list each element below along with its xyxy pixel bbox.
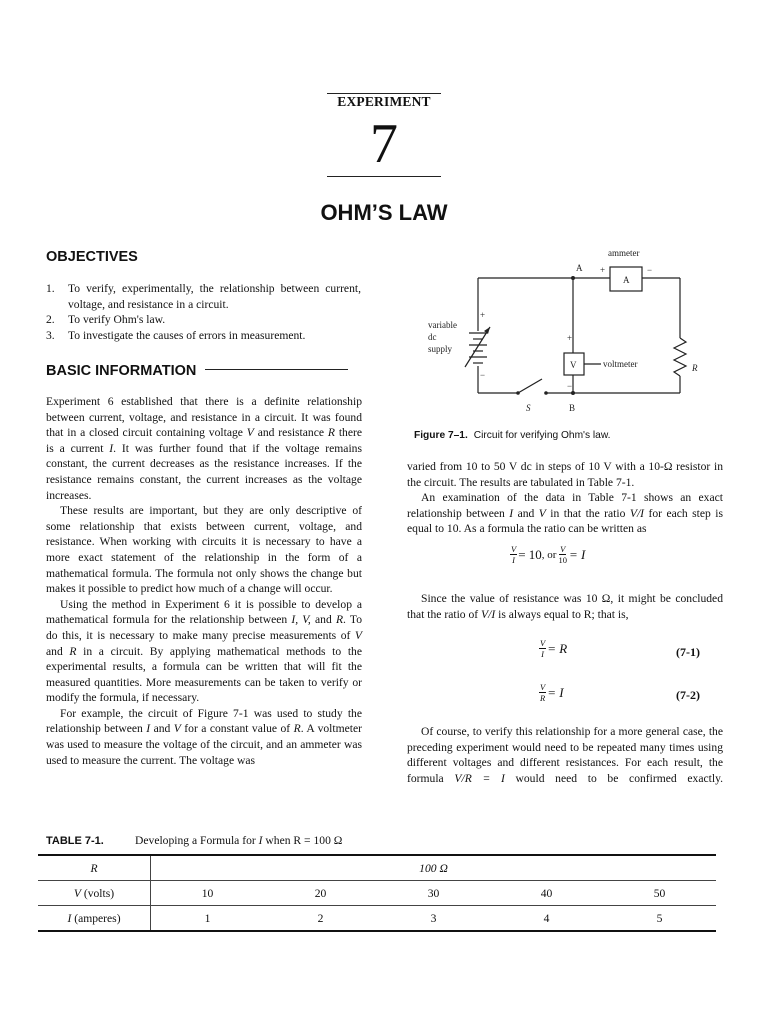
table-row [38, 881, 716, 906]
svg-text:−: − [647, 265, 653, 275]
table-cell: 4 [490, 906, 603, 932]
right-column-text-1 [407, 459, 723, 537]
supply-label-2: dc [428, 332, 437, 342]
right-column-text-3 [407, 724, 723, 786]
supply-label-1: variable [428, 320, 457, 330]
svg-text:+: + [567, 333, 573, 343]
node-a-label: A [576, 263, 583, 273]
table-label: TABLE 7-1. [46, 835, 104, 847]
svg-text:V: V [570, 360, 577, 370]
table-cell: V (volts) [38, 881, 151, 906]
objective-item: 2. To verify Ohm's law. [46, 313, 166, 327]
circuit-diagram [418, 243, 718, 423]
equation-7-2: $\frac{V}{R}$ = I [540, 682, 564, 703]
equation-7-1-label: (7-1) [676, 645, 700, 659]
paragraph-6: An examination of the data in Table 7-1 shows an exact relationship between I and V in that the ratio V/I for each step is equal to 10. As a formula the ratio can be written as [407, 491, 723, 536]
experiment-number: 7 [370, 113, 398, 175]
header-rule-bottom [327, 176, 441, 177]
table-caption: Developing a Formula for I when R = 100 Ω [135, 834, 343, 847]
supply-label-3: supply [428, 344, 453, 354]
table-cell: I (amperes) [38, 906, 151, 932]
svg-text:A: A [623, 275, 630, 285]
right-column-text-2 [407, 591, 723, 622]
paragraph-3: Using the method in Experiment 6 it is possible to develop a mathematical formula for the relationship between I, V, and R. To do this, it is necessary to make many precise measurements of V and R in a circuit. By applying mathematical methods to the experimental results, a formula can be written that will fit the measured quantities. More measurements can be taken to verify or modify the formula, if necessary. [46, 597, 362, 705]
table-cell: 3 [377, 906, 490, 932]
voltmeter-label: voltmeter [603, 359, 638, 369]
table-cell: 40 [490, 881, 603, 906]
node-b-label: B [569, 403, 576, 413]
table-cell: 50 [603, 881, 716, 906]
objective-item: 1. To verify, experimentally, the relationship between current, voltage, and resistance in a circuit. [46, 282, 361, 311]
table-cell: 30 [377, 881, 490, 906]
page-title: OHM’S LAW [320, 200, 448, 225]
paragraph-8: Of course, to verify this relationship for a more general case, the preceding experiment would need to be repeated many times using different voltages and different resistances. For each result, the formula V/R = I would need to be confirmed exactly. [407, 725, 724, 785]
objectives-heading: OBJECTIVES [46, 249, 138, 265]
table-cell: 5 [603, 906, 716, 932]
svg-text:+: + [480, 310, 486, 320]
table-cell: 2 [264, 906, 377, 932]
equation-7-1: $\frac{V}{I}$ = R [540, 638, 568, 659]
basic-information-heading: BASIC INFORMATION [46, 363, 197, 379]
left-column-text [46, 394, 362, 768]
svg-text:−: − [480, 370, 486, 380]
heading-rule [205, 369, 348, 370]
table-cell: R [38, 855, 151, 881]
objectives-list [46, 281, 361, 343]
ammeter-label: ammeter [608, 248, 640, 258]
table-cell: 1 [151, 906, 265, 932]
objective-item: 3. To investigate the causes of errors in measurement. [46, 328, 306, 342]
equation-7-2-label: (7-2) [676, 688, 700, 702]
paragraph-2: These results are important, but they are only descriptive of some relationship that exists between current, voltage, and resistance. When working with circuits it is necessary to have a more exact statement of the relationship in the form of a mathematical formula. The formula not only shows the change but makes it possible to predict how much of a change will occur. [46, 504, 362, 596]
table-cell: 10 [151, 881, 265, 906]
paragraph-4: For example, the circuit of Figure 7-1 was used to study the relationship between I and V for a constant value of R. A voltmeter was used to measure the voltage of the circuit, and an ammeter was used to measure the current. The voltage was [46, 706, 362, 767]
svg-text:−: − [567, 381, 573, 391]
switch-symbol [518, 379, 542, 393]
table-cell: 20 [264, 881, 377, 906]
figure-caption: Figure 7–1. Circuit for verifying Ohm's law. [414, 430, 611, 441]
table-row [38, 906, 716, 932]
switch-label: S [526, 403, 531, 413]
svg-text:+: + [600, 265, 606, 275]
resistor-label: R [692, 363, 698, 373]
paragraph-7: Since the value of resistance was 10 Ω, it might be concluded that the ratio of V/I is always equal to R; that is, [407, 592, 723, 621]
paragraph-1: Experiment 6 established that there is a definite relationship between current, voltage, and resistance in a circuit. It was found that in a closed circuit containing voltage V and resistance R there is a current I. It was further found that if the voltage remains constant, the current decreases as the resistance increases. If the resistance remains constant, the current increases as the voltage increases. [46, 395, 362, 502]
resistor-symbol [674, 338, 686, 376]
equation-ratio: $\frac{V}{I}$ = 10 , or $\frac{V}{10}$ = I [511, 544, 586, 565]
data-table [38, 854, 716, 932]
table-cell: 100 Ω [151, 855, 717, 881]
experiment-label: EXPERIMENT [337, 94, 431, 109]
table-row [38, 855, 716, 881]
paragraph-5: varied from 10 to 50 V dc in steps of 10 V with a 10-Ω resistor in the circuit. The results are tabulated in Table 7-1. [407, 460, 723, 489]
